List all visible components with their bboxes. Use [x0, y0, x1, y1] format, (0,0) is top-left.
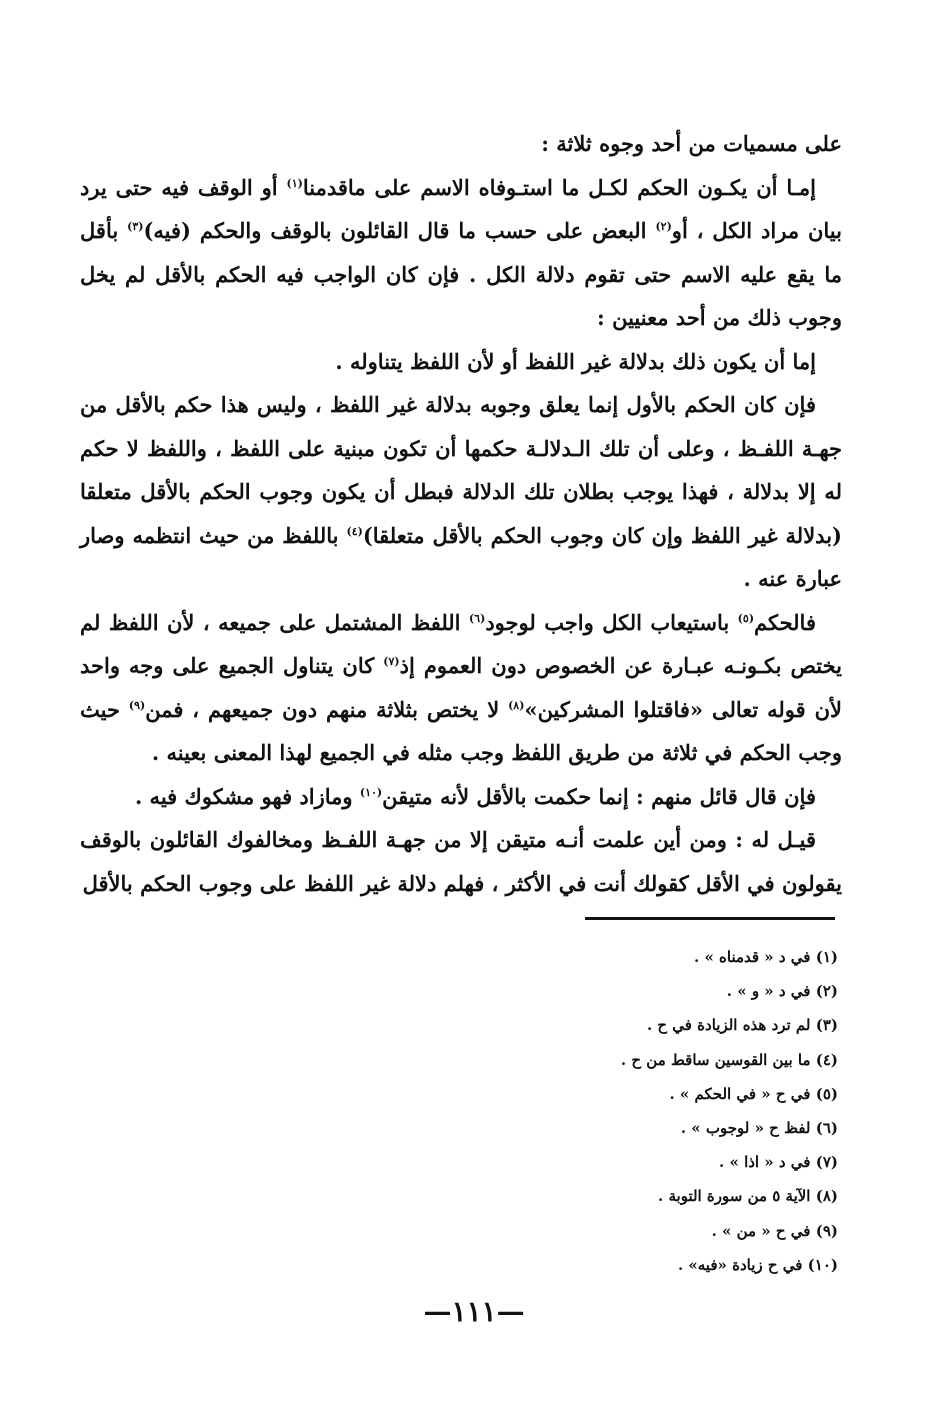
footnote — [380, 1043, 838, 1077]
footnote-number: (٨) — [815, 1187, 838, 1206]
main-text — [80, 122, 842, 905]
footnote-marker: (٦) — [468, 611, 486, 625]
text-run: كان يتناول الجميع على وجه واحد لأن قوله تعالى «فاقتلوا المشركين» — [80, 653, 842, 722]
footnote-text: لم ترد هذه الزيادة في ح . — [646, 1016, 811, 1035]
text-run: إمـا أن يكـون الحكم لكـل ما استـوفاه الاسم على ماقدمنا — [302, 174, 816, 200]
footnote-text: في ح زيادة «فيه» . — [677, 1255, 803, 1274]
footnotes — [380, 940, 838, 1282]
footnote-number: (٢) — [815, 982, 838, 1001]
footnote-marker: (١) — [286, 176, 303, 190]
text-run: البعض على حسب ما قال القائلون بالوقف والحكم (فيه) — [143, 218, 656, 243]
footnote-marker: (٣) — [127, 220, 144, 233]
footnote-number: (١٠) — [807, 1255, 838, 1274]
footnote — [380, 1248, 838, 1282]
footnote-marker: (١٠) — [359, 785, 383, 799]
text-run: قيـل له : ومن أين علمت أنـه متيقن إلا من جهـة اللفـظ ومخالفوك القائلون بالوقف يقولون في الأقل كقولك أنت في الأكثر ، فهلم دلالة غير اللفظ على وجوب الحكم بالأقل — [80, 827, 842, 896]
footnote-number: (٤) — [815, 1050, 838, 1069]
footnote-number: (٧) — [815, 1153, 838, 1172]
text-run: فإن قال قائل منهم : إنما حكمت بالأقل لأنه متيقن — [382, 783, 816, 809]
footnote-text: لفظ ح « لوجوب » . — [680, 1119, 811, 1138]
footnote-number: (١) — [815, 948, 838, 966]
text-run: حيث وجب الحكم في ثلاثة من طريق اللفظ وجب مثله في الجميع لهذا المعنى بعينه . — [80, 696, 842, 765]
footnote — [380, 1077, 838, 1111]
paragraph — [80, 383, 842, 601]
footnote — [380, 1214, 838, 1248]
footnote — [380, 1179, 838, 1213]
page-number: —١١١— — [423, 1295, 525, 1328]
footnote-marker: (٢) — [655, 220, 672, 233]
text-run: باستيعاب الكل واجب لوجود — [485, 609, 738, 635]
footnote-text: في ح « من » . — [711, 1221, 811, 1240]
footnote-separator — [585, 917, 835, 920]
text-run: على مسميات من أحد وجوه ثلاثة : — [541, 131, 842, 156]
footnote — [380, 974, 838, 1008]
text-run: لا يختص بثلاثة منهم دون جميعهم ، فمن — [145, 696, 509, 722]
paragraph — [80, 818, 842, 905]
footnote — [380, 1145, 838, 1179]
paragraph — [80, 601, 842, 775]
footnote-marker: (٨) — [508, 698, 525, 712]
text-run: فإن كان الحكم بالأول إنما يعلق وجوبه بدلالة غير اللفظ ، وليس هذا حكم بالأقل من جهـة اللفـظ ، وعلى أن تلك الـدلالـة حكمها أن تكون مبنية على اللفظ ، واللفظ لا حكم له إلا بدلالة ، فهذا يوجب بطلان تلك الدلالة فبطل أن يكون وجوب الحكم بالأقل متعلقا (بدلالة غير اللفظ وإن كان وجوب الحكم بالأقل متعلقا) — [80, 392, 842, 548]
paragraph — [80, 166, 842, 340]
footnote-number: (٩) — [815, 1221, 838, 1240]
paragraph — [80, 775, 842, 819]
footnote-text: ما بين القوسين ساقط من ح . — [620, 1050, 811, 1069]
footnote — [380, 1008, 838, 1042]
footnote — [380, 1111, 838, 1145]
footnote-text: في د « اذا » . — [719, 1153, 811, 1172]
footnote-text: الآية ٥ من سورة التوبة . — [658, 1187, 811, 1206]
text-run: ومازاد فهو مشكوك فيه . — [134, 783, 360, 809]
text-run: فالحكم — [754, 609, 816, 635]
footnote-number: (٣) — [815, 1016, 838, 1035]
text-run: أو الوقف فيه حتى يرد بيان مراد الكل ، أو — [80, 174, 842, 243]
footnote-number: (٦) — [815, 1119, 838, 1138]
paragraph — [80, 340, 842, 384]
footnote-text: في د « و » . — [726, 982, 811, 1001]
footnote-text: في ح « في الحكم » . — [669, 1084, 811, 1103]
text-run: بأقل ما يقع عليه الاسم حتى تقوم دلالة الكل . فإن كان الواجب فيه الحكم بالأقل لم يخل وجوب ذلك من أحد معنيين : — [80, 218, 842, 330]
footnote-marker: (٥) — [737, 611, 755, 625]
footnote — [380, 940, 838, 974]
text-run: باللفظ من حيث انتظمه وصار عبارة عنه . — [80, 522, 842, 591]
footnote-text: في د « قدمناه » . — [694, 948, 811, 966]
paragraph — [80, 122, 842, 166]
text-run: إما أن يكون ذلك بدلالة غير اللفظ أو لأن اللفظ يتناوله . — [335, 348, 816, 374]
footnote-marker: (٧) — [383, 655, 400, 668]
footnote-number: (٥) — [815, 1084, 838, 1103]
footnote-marker: (٤) — [346, 524, 363, 538]
footnote-marker: (٩) — [128, 698, 146, 712]
text-run: اللفظ المشتمل على جميعه ، لأن اللفظ لم يختص بكـونـه عبـارة عن الخصوص دون العموم إذ — [80, 609, 842, 678]
